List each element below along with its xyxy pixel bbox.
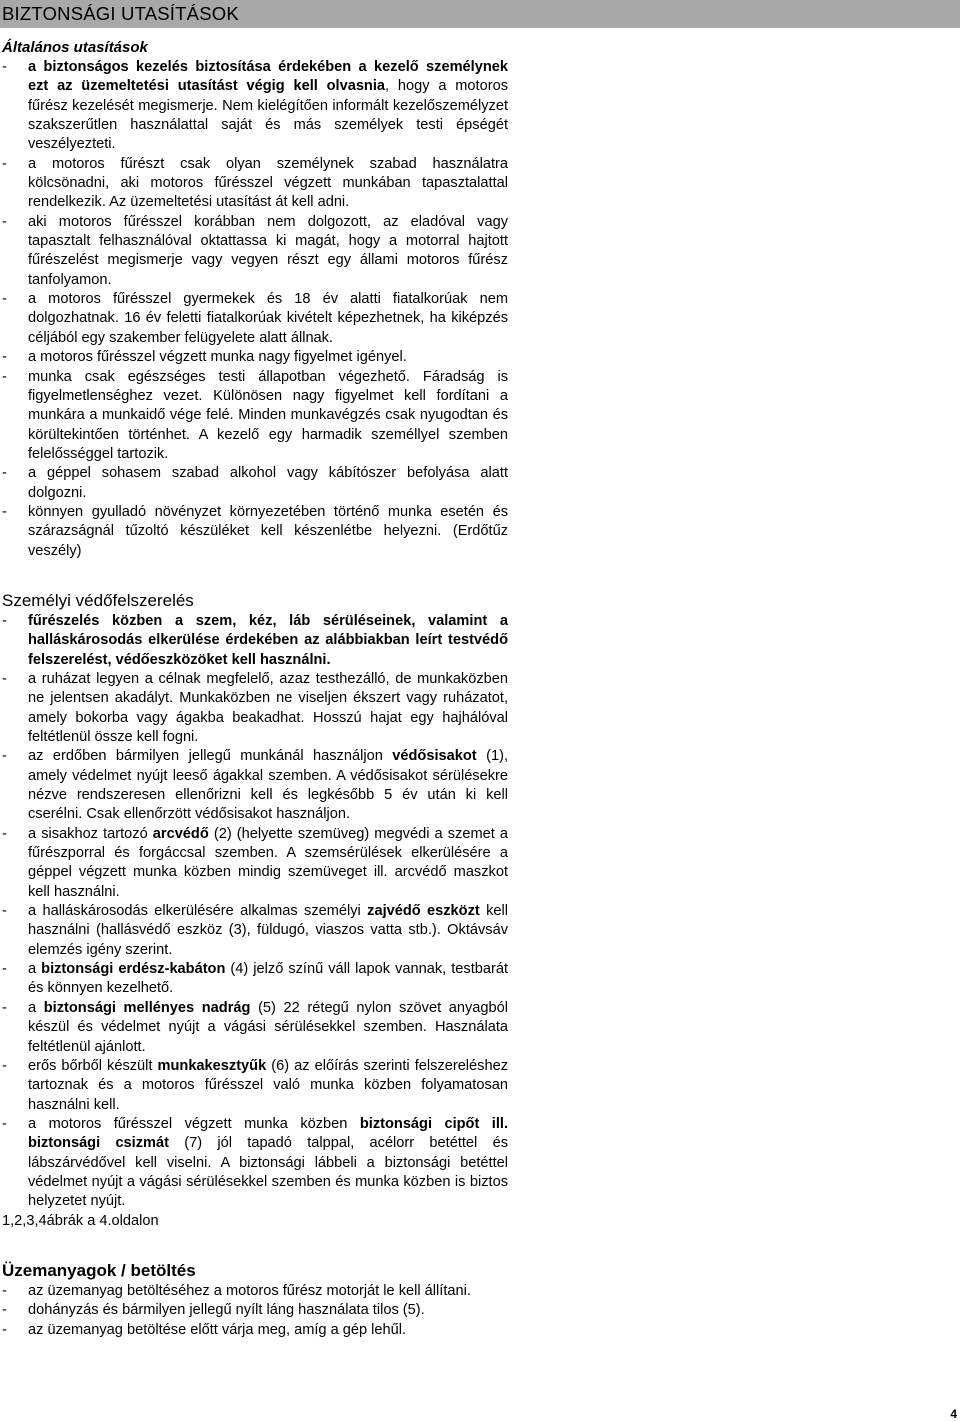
- text-run: a motoros fűrészt csak olyan személynek szabad használatra kölcsönadni, aki motoros fűrésszel végzett munkában tapasztalattal rendelkezik. Az üzemeltetési utasítást át kell adni.: [28, 155, 508, 211]
- text-run: aki motoros fűrésszel korábban nem dolgozott, az eladóval vagy tapasztalt felhasználóval oktattassa ki magát, hogy a motorral hajtott fűrészelést megismerje vagy vegyen részt egy állami motoros fűrész tanfolyamon.: [28, 213, 508, 288]
- page-number: 4: [950, 1407, 957, 1421]
- section-heading-general: Általános utasítások: [2, 39, 148, 56]
- list-item: [2, 348, 508, 367]
- figure-reference: 1,2,3,4ábrák a 4.oldalon: [2, 1212, 159, 1229]
- list-item: [2, 825, 508, 902]
- text-run: (5) 22 rétegű nylon szövet anyagból készül és védelmet nyújt a vágási sérülésekkel szemben. Használata feltétlenül ajánlott.: [28, 999, 508, 1055]
- bold-text: fűrészelés közben a szem, kéz, láb sérüléseinek, valamint a halláskárosodás elkerülése érdekében az alábbiakban leírt testvédő felszerelést, védőeszközöket kell használni.: [28, 612, 508, 668]
- text-run: erős bőrből készült: [28, 1057, 158, 1074]
- bold-text: biztonsági cipőt ill. biztonsági csizmát: [28, 1115, 508, 1152]
- list-item: [2, 58, 508, 155]
- text-run: a motoros fűrésszel végzett munka nagy figyelmet igényel.: [28, 349, 407, 366]
- list-item: [2, 960, 508, 999]
- text-run: a sisakhoz tartozó: [28, 825, 153, 842]
- list-item: [2, 1301, 508, 1320]
- general-instructions-list: [2, 58, 508, 561]
- list-item: [2, 1057, 508, 1115]
- ppe-list: [2, 612, 508, 1212]
- text-run: az üzemanyag betöltéséhez a motoros fűrész motorját le kell állítani.: [28, 1282, 471, 1299]
- text-run: a halláskárosodás elkerülésére alkalmas személyi: [28, 903, 368, 920]
- list-item: [2, 1321, 508, 1340]
- text-run: , hogy a motoros fűrész kezelését megismerje. Nem kielégítően informált kezelőszemélyzet szakszerűtlen használattal saját és más személyek testi épségét veszélyezteti.: [28, 78, 508, 153]
- list-item: [2, 503, 508, 561]
- list-item: [2, 670, 508, 747]
- text-run: kell használni (hallásvédő eszköz (3), füldugó, viaszos vatta stb.). Oktávsáv elemzés igény szerint.: [28, 903, 508, 958]
- bold-text: a biztonságos kezelés biztosítása érdekében a kezelő személynek ezt az üzemeltetési utasítást végig kell olvasnia: [28, 59, 508, 95]
- title-bar: [0, 0, 960, 28]
- section-heading-ppe: Személyi védőfelszerelés: [2, 590, 194, 610]
- list-item: [2, 999, 508, 1057]
- text-run: (7) jól tapadó talppal, acélorr betéttel és lábszárvédővel kell viselni. A biztonsági lábbeli a biztonsági betéttel védelmet nyújt a vágási sérülésekkel szemben és munka közben is biztos helyzetet nyújt.: [28, 1135, 508, 1210]
- list-item: [2, 902, 508, 960]
- bold-text: biztonsági mellényes nadrág: [43, 999, 251, 1016]
- text-run: (1), amely védelmet nyújt leeső ágakkal szemben. A védősisakot sérülésekre nézve rendszeresen ellenőrizni kell és legkésőbb 5 év után ki kell cserélni. Csak ellenőrzött védősisakot használjon.: [28, 748, 508, 823]
- section-heading-fuel: Üzemanyagok / betöltés: [2, 1260, 196, 1280]
- text-run: (4) jelző színű váll lapok vannak, testbarát és könnyen kezelhető.: [28, 961, 509, 997]
- list-item: [2, 213, 508, 290]
- bold-text: zajvédő eszközt: [367, 903, 480, 920]
- text-run: a: [28, 999, 44, 1016]
- list-item: [2, 155, 508, 213]
- list-item: [2, 1282, 508, 1301]
- bold-text: munkakesztyűk: [157, 1057, 267, 1074]
- text-run: dohányzás és bármilyen jellegű nyílt láng használata tilos (5).: [28, 1302, 425, 1319]
- list-item: [2, 290, 508, 348]
- text-run: a géppel sohasem szabad alkohol vagy kábítószer befolyása alatt dolgozni.: [28, 465, 508, 501]
- list-item: [2, 612, 508, 670]
- text-run: a motoros fűrésszel végzett munka közben: [28, 1115, 360, 1132]
- bold-text: biztonsági erdész-kabáton: [41, 961, 226, 978]
- list-item: [2, 1115, 508, 1212]
- text-run: könnyen gyulladó növényzet környezetében történő munka esetén és szárazságnál tűzoltó készüléket kell készenlétbe helyezni. (Erdőtűz veszély): [28, 503, 508, 559]
- list-item: [2, 747, 508, 824]
- document-body: [2, 38, 508, 1340]
- text-run: (2) (helyette szemüveg) megvédi a szemet a fűrészporral és forgáccsal szemben. A szemsérülések elkerülésére a géppel végzett munka közben mindig szemüveget ill. arcvédő maszkot kell használni.: [28, 825, 508, 900]
- text-run: az üzemanyag betöltése előtt várja meg, amíg a gép lehűl.: [28, 1321, 407, 1338]
- text-run: (6) az előírás szerinti felszereléshez tartoznak és a motoros fűrésszel való munka közben folyamatosan használni kell.: [28, 1057, 508, 1113]
- bold-text: védősisakot: [392, 748, 477, 765]
- text-run: a: [28, 961, 42, 978]
- list-item: [2, 464, 508, 503]
- fuel-list: [2, 1282, 508, 1340]
- document-title: BIZTONSÁGI UTASÍTÁSOK: [2, 3, 239, 24]
- text-run: a ruházat legyen a célnak megfelelő, azaz testhezálló, de munkaközben ne jelentsen akadályt. Munkaközben ne viseljen ékszert vagy ruházatot, amely bokorba vagy ágakba beakadhat. Hosszú hajat egy hajhálóval feltétlenül össze kell fogni.: [28, 670, 508, 745]
- text-run: az erdőben bármilyen jellegű munkánál használjon: [28, 748, 393, 765]
- text-run: a motoros fűrésszel gyermekek és 18 év alatti fiatalkorúak nem dolgozhatnak. 16 év feletti fiatalkorúak kivételt képezhetnek, ha kiképzés céljából egy szakember felügyelete alatt állnak.: [28, 291, 508, 346]
- bold-text: arcvédő: [152, 825, 209, 842]
- list-item: [2, 368, 508, 465]
- text-run: munka csak egészséges testi állapotban végezhető. Fáradság is figyelmetlenséghez vezet. Különösen nagy figyelmet kell fordítani a munkára a munkaidő vége felé. Minden munkavégzés csak nyugodtan és körültekintően történhet. A kezelő egy harmadik személlyel szemben felelősséggel tartozik.: [28, 368, 508, 462]
